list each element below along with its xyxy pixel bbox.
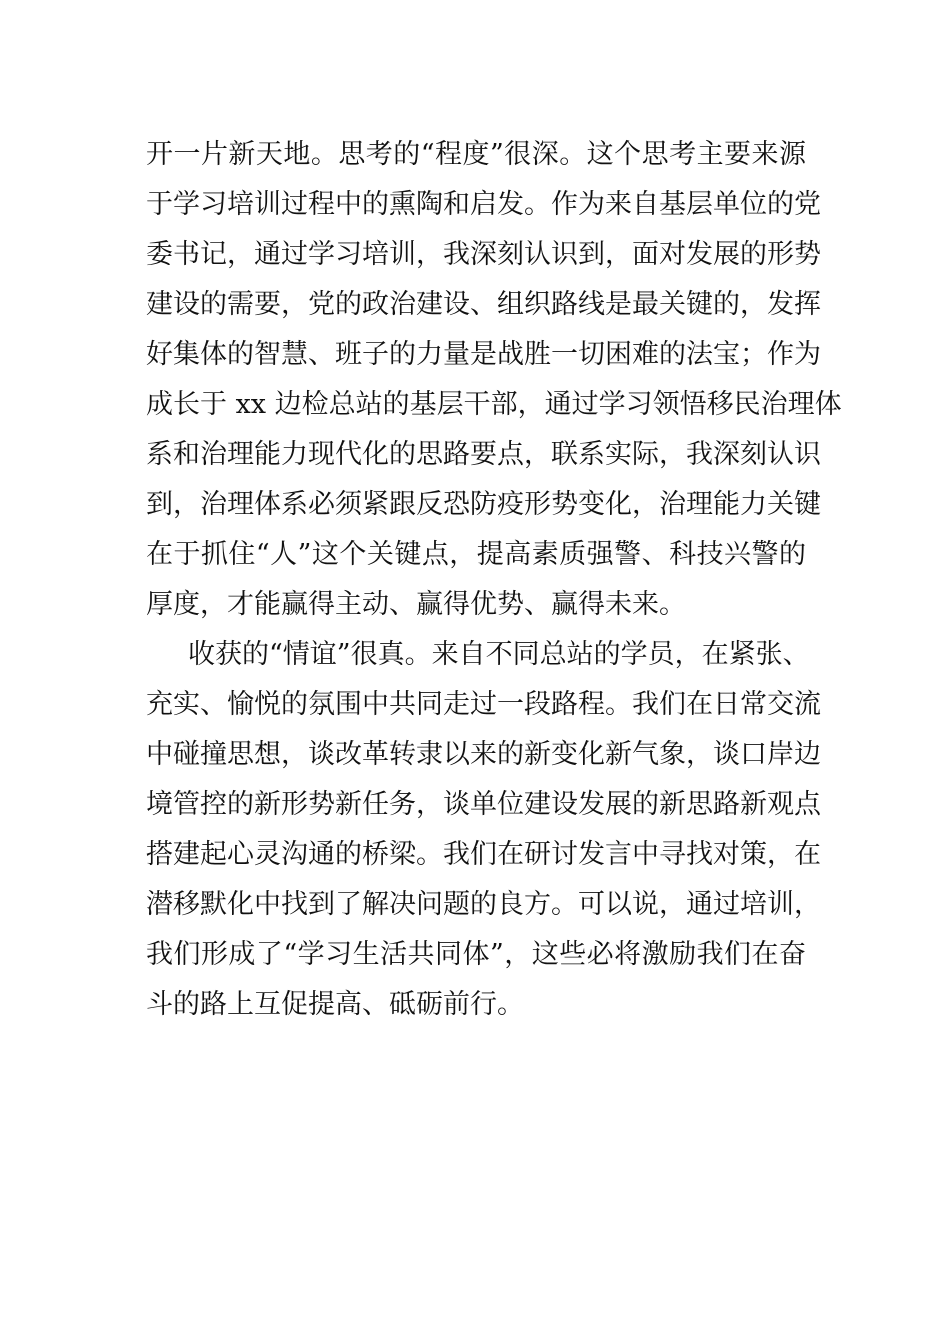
paragraph-line: 搭建起心灵沟通的桥梁。我们在研讨发言中寻找对策，在 [146,839,821,870]
paragraph-line: 建设的需要，党的政治建设、组织路线是最关键的，发挥 [146,289,821,320]
paragraph-line: 在于抓住“人”这个关键点，提高素质强警、科技兴警的 [146,539,806,570]
paragraph-line: 好集体的智慧、班子的力量是战胜一切困难的法宝；作为 [146,339,821,370]
paragraph-line: 委书记，通过学习培训，我深刻认识到，面对发展的形势 [146,239,821,270]
paragraph-line: 充实、愉悦的氛围中共同走过一段路程。我们在日常交流 [146,689,821,720]
paragraph-line: 于学习培训过程中的熏陶和启发。作为来自基层单位的党 [146,189,821,220]
paragraph-line: 我们形成了“学习生活共同体”，这些必将激励我们在奋 [146,939,806,970]
paragraph-line: 境管控的新形势新任务，谈单位建设发展的新思路新观点 [146,789,821,820]
document-body [146,130,842,1030]
paragraph-line: 厚度，才能赢得主动、赢得优势、赢得未来。 [146,589,686,620]
paragraph-line: 中碰撞思想，谈改革转隶以来的新变化新气象，谈口岸边 [146,739,821,770]
paragraph-line: 系和治理能力现代化的思路要点，联系实际，我深刻认识 [146,439,821,470]
paragraph-1 [146,130,842,630]
paragraph-line: 潜移默化中找到了解决问题的良方。可以说，通过培训， [146,889,821,920]
paragraph-line: 到，治理体系必须紧跟反恐防疫形势变化，治理能力关键 [146,489,821,520]
paragraph-2 [146,630,821,1030]
paragraph-line: 斗的路上互促提高、砥砺前行。 [146,989,524,1020]
paragraph-line: 开一片新天地。思考的“程度”很深。这个思考主要来源 [146,139,806,170]
paragraph-line-indented: 收获的“情谊”很真。来自不同总站的学员，在紧张、 [188,639,810,670]
paragraph-line: 成长于 xx 边检总站的基层干部，通过学习领悟移民治理体 [146,389,842,420]
